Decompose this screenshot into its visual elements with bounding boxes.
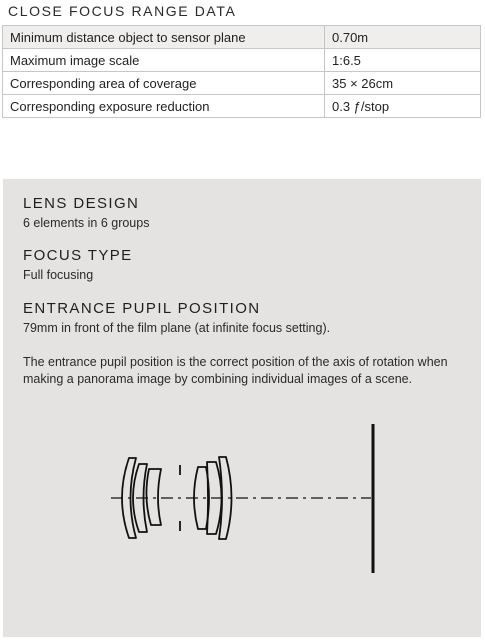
entrance-pupil-label: ENTRANCE PUPIL POSITION [23,300,261,317]
lens-cross-section-diagram [3,179,481,637]
table-row [3,49,481,72]
row-label: Minimum distance object to sensor plane [3,26,325,49]
lens-design-text: 6 elements in 6 groups [23,216,150,230]
row-label: Corresponding area of coverage [3,72,325,95]
entrance-pupil-text: 79mm in front of the film plane (at infinite focus setting). [23,321,331,335]
row-value: 35 × 26cm [325,72,481,95]
close-focus-title: CLOSE FOCUS RANGE DATA [8,3,237,19]
lens-info-panel [3,179,481,637]
focus-type-label: FOCUS TYPE [23,247,133,264]
table-row [3,72,481,95]
table-row [3,95,481,118]
row-value: 0.70m [325,26,481,49]
entrance-pupil-description: The entrance pupil position is the correct position of the axis of rotation when making a panorama image by combining individual images of a scene. [23,355,448,386]
row-label: Maximum image scale [3,49,325,72]
close-focus-table [2,25,481,118]
row-value: 0.3 ƒ/stop [325,95,481,118]
table-row [3,26,481,49]
focus-type-text: Full focusing [23,268,94,282]
row-label: Corresponding exposure reduction [3,95,325,118]
lens-design-label: LENS DESIGN [23,195,140,212]
lens-element-3 [146,469,161,525]
row-value: 1:6.5 [325,49,481,72]
